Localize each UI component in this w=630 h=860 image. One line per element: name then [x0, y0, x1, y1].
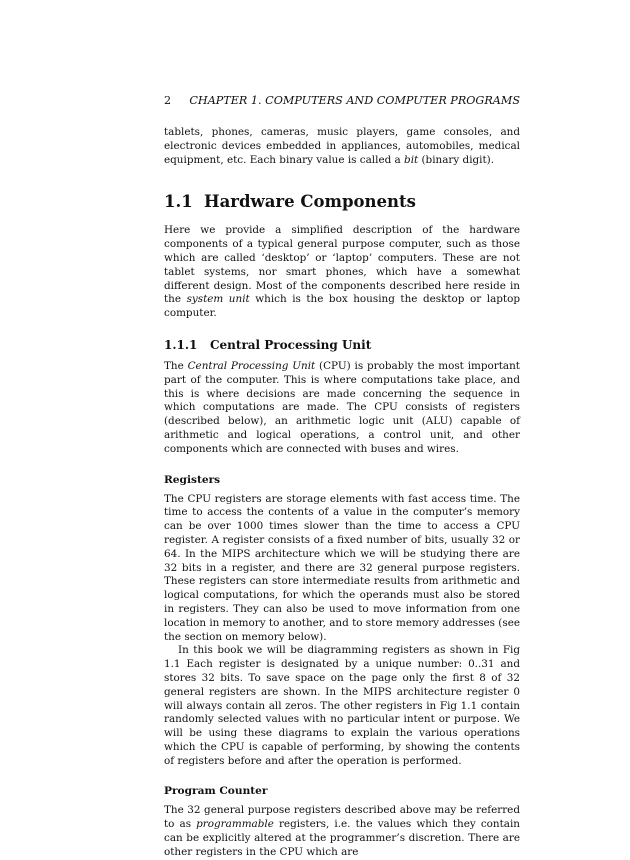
- hardware-text-2: which is the box housing the desktop or laptop computer.: [164, 293, 521, 320]
- hardware-paragraph: [164, 224, 520, 321]
- intro-paragraph: [164, 126, 520, 167]
- section-number: 1.1: [164, 192, 193, 212]
- registers-heading: Registers: [164, 473, 221, 486]
- subsection-number: 1.1.1: [164, 337, 198, 352]
- pc-emphasis-programmable: programmable: [196, 818, 274, 831]
- section-heading-1-1: [164, 192, 520, 211]
- section-title: Hardware Components: [204, 192, 416, 212]
- cpu-text-0: The: [164, 359, 188, 372]
- pc-text-1: The 32 general purpose registers described above may be referred to as: [164, 804, 520, 831]
- subsection-heading-1-1-1: [164, 338, 520, 352]
- cpu-paragraph: [164, 360, 520, 457]
- subsection-title: Central Processing Unit: [210, 337, 372, 352]
- program-counter-heading: Program Counter: [164, 785, 268, 798]
- intro-text-2: (binary digit).: [418, 153, 495, 166]
- program-counter-paragraph: [164, 804, 520, 859]
- page-number: 2: [164, 94, 172, 107]
- registers-paragraph-2: In this book we will be diagramming registers as shown in Fig 1.1 Each register is designated by a unique number: 0..31 and stores 32 bits. To save space on the page only the first 8 of 32 general registers are shown. In the MIPS architecture register 0 will always contain all zeros. The other registers in Fig 1.1 contain randomly selected values with no particular intent or purpose. We will be using these diagrams to explain the various operations which the CPU is capable of performing, by showing the contents of registers before and after the operation is performed.: [164, 644, 520, 767]
- cpu-text-1: (CPU) is probably the most important part of the computer. This is where computations take place, and this is where decisions are made concerning the sequence in which computations are made. The CPU consists of registers (described below), an arithmetic logic unit (ALU) capable of arithmetic and logical operations, a control unit, and other components which are connected with buses and wires.: [164, 359, 520, 455]
- running-header: [164, 94, 520, 107]
- intro-text-1: tablets, phones, cameras, music players, game consoles, and electronic devices embedded in appliances, automobiles, medical equipment, etc. Each binary value is called a: [164, 126, 520, 166]
- cpu-emphasis: Central Processing Unit: [187, 359, 316, 372]
- intro-emphasis-bit: bit: [404, 153, 419, 166]
- hardware-emphasis-system-unit: system unit: [186, 293, 250, 306]
- chapter-title: CHAPTER 1. COMPUTERS AND COMPUTER PROGRAMS: [189, 94, 520, 107]
- registers-paragraph-1: The CPU registers are storage elements with fast access time. The time to access the contents of a value in the computer’s memory can be over 1000 times slower than the time to access a CPU register. A register consists of a fixed number of bits, usually 32 or 64. In the MIPS architecture which we will be studying there are 32 bits in a register, and there are 32 general purpose registers. These registers can store intermediate results from arithmetic and logical computations, for which the operands must also be stored in registers. They can also be used to move information from one location in memory to another, and to store memory addresses (see the section on memory below).: [164, 492, 520, 643]
- hardware-text-1: Here we provide a simplified description of the hardware components of a typical general purpose computer, such as those which are called ‘desktop’ or ‘laptop’ computers. These are not tablet systems, nor smart phones, which have a somewhat different design. Most of the components described here reside in the: [164, 224, 520, 306]
- pc-text-2: registers, i.e. the values which they contain can be explicitly altered at the programmer’s discretion. There are other registers in the CPU which are: [164, 818, 520, 858]
